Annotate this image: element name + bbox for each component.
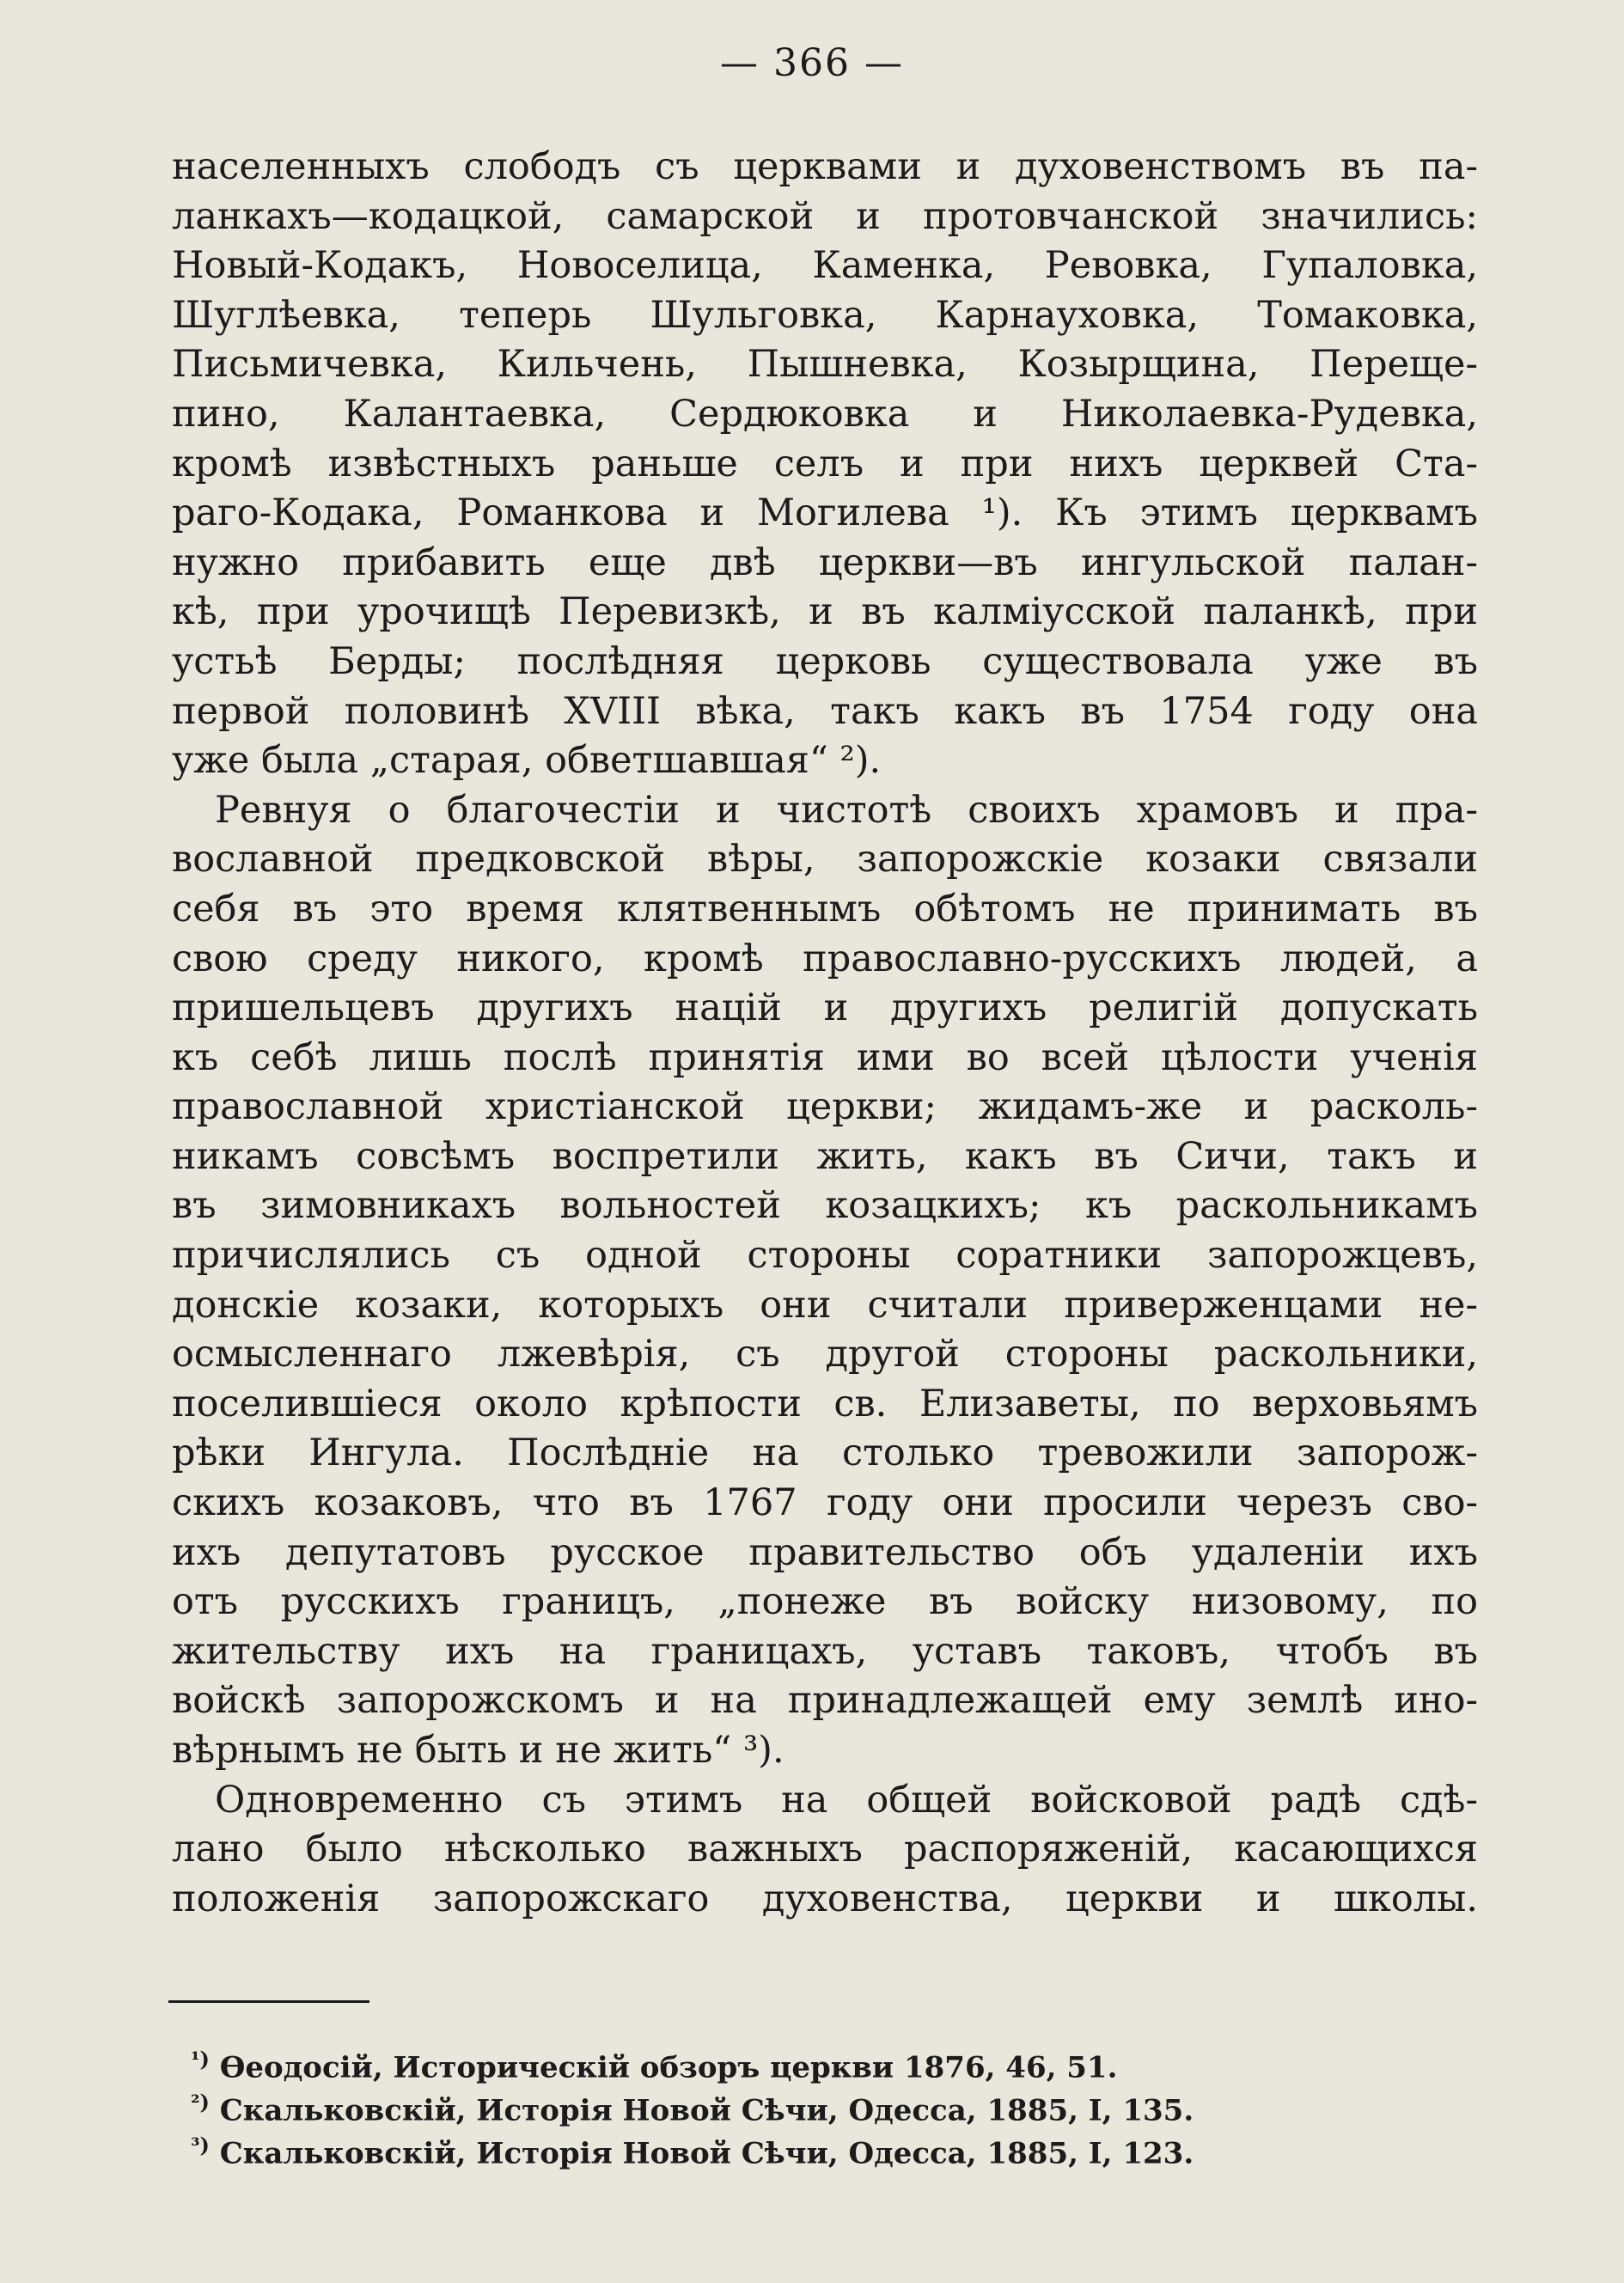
- footnote-3: [191, 2124, 1394, 2171]
- text-line: кромѣ извѣстныхъ раньше селъ и при нихъ церквей Ста-: [172, 442, 1478, 485]
- footnote-2: [191, 2081, 1394, 2128]
- page-number: — 366 —: [720, 41, 904, 85]
- text-line: пришельцевъ другихъ націй и другихъ религій допускать: [172, 986, 1478, 1030]
- text-line: Письмичевка, Кильчень, Пышневка, Козырщина, Перещe-: [172, 343, 1478, 387]
- footnote-text: Скальковскій, Исторія Новой Сѣчи, Одесса, 1885, I, 123.: [219, 2136, 1194, 2171]
- text-line: положенія запорожскаго духовенства, церкви и школы.: [172, 1877, 1478, 1920]
- text-line: никамъ совсѣмъ воспретили жить, какъ въ Сичи, такъ и: [172, 1134, 1478, 1178]
- text-line: себя въ это время клятвеннымъ обѣтомъ не принимать въ: [172, 887, 1478, 931]
- footnote-mark: ²): [191, 2090, 210, 2115]
- text-line: осмысленнаго лжевѣрія, съ другой стороны раскольники,: [172, 1333, 1478, 1377]
- body-text: [172, 143, 1478, 1924]
- text-line: жительству ихъ на границахъ, уставъ таковъ, чтобъ въ: [172, 1629, 1478, 1673]
- text-line: лано было нѣсколько важныхъ распоряженій, касающихся: [172, 1828, 1478, 1871]
- text-line: свою среду никого, кромѣ православно-русскихъ людей, а: [172, 937, 1478, 980]
- text-line: раго-Кодака, Романкова и Могилева ¹). Къ этимъ церквамъ: [172, 491, 1478, 535]
- text-line: первой половинѣ XVIII вѣка, такъ какъ въ 1754 году она: [172, 689, 1478, 733]
- footnote-divider: [168, 2000, 369, 2003]
- text-line: вославной предковской вѣры, запорожскіе козаки связали: [172, 838, 1478, 882]
- text-line: Одновременно съ этимъ на общей войсковой радѣ сдѣ-: [215, 1778, 1478, 1822]
- footnote-text: Скальковскій, Исторія Новой Сѣчи, Одесса, 1885, I, 135.: [219, 2093, 1194, 2128]
- text-line: нужно прибавить еще двѣ церкви—въ ингульской палан-: [172, 540, 1478, 584]
- text-line: донскіе козаки, которыхъ они считали приверженцами не-: [172, 1283, 1478, 1327]
- text-line: пино, Калантаевка, Сердюковка и Николаевка-Рудевка,: [172, 392, 1478, 436]
- text-line: поселившіеся около крѣпости св. Елизаветы, по верховьямъ: [172, 1382, 1478, 1425]
- text-line: ланкахъ—кодацкой, самарской и протовчанской значились:: [172, 194, 1478, 238]
- text-line: причислялись съ одной стороны соратники запорожцевъ,: [172, 1234, 1478, 1278]
- text-line: населенныхъ слободъ съ церквами и духовенствомъ въ па-: [172, 145, 1478, 188]
- text-line: вѣрнымъ не быть и не жить“ ³).: [172, 1729, 785, 1772]
- text-line: устьѣ Берды; послѣдняя церковь существовала уже въ: [172, 639, 1478, 683]
- text-line: скихъ козаковъ, что въ 1767 году они просили черезъ сво-: [172, 1481, 1478, 1525]
- footnote-text: Ѳеодосій, Историческій обзоръ церкви 1876, 46, 51.: [219, 2050, 1118, 2085]
- text-line: войскѣ запорожскомъ и на принадлежащей ему землѣ ино-: [172, 1679, 1478, 1723]
- text-line: Новый-Кодакъ, Новоселица, Каменка, Ревовка, Гупаловка,: [172, 244, 1478, 288]
- text-line: рѣки Ингула. Послѣдніе на столько тревожили запорож-: [172, 1431, 1478, 1475]
- text-line: кѣ, при урочищѣ Перевизкѣ, и въ калміусской паланкѣ, при: [172, 590, 1478, 634]
- text-line: Шуглѣевка, теперь Шульговка, Карнауховка, Томаковка,: [172, 293, 1478, 337]
- footnotes: [191, 2038, 1394, 2171]
- text-line: уже была „старая, обветшавшая“ ²).: [172, 739, 882, 783]
- text-line: Ревнуя о благочестіи и чистотѣ своихъ храмовъ и пра-: [215, 788, 1478, 832]
- footnote-mark: ³): [191, 2133, 210, 2158]
- text-line: ихъ депутатовъ русское правительство объ удаленіи ихъ: [172, 1530, 1478, 1574]
- text-line: въ зимовникахъ вольностей козацкихъ; къ раскольникамъ: [172, 1184, 1478, 1228]
- footnote-mark: ¹): [191, 2047, 210, 2072]
- text-line: отъ русскихъ границъ, „понеже въ войску низовому, по: [172, 1580, 1478, 1624]
- text-line: къ себѣ лишь послѣ принятія ими во всей цѣлости ученія: [172, 1035, 1478, 1079]
- footnote-1: [191, 2038, 1394, 2085]
- text-line: православной христіанской церкви; жидамъ-же и расколь-: [172, 1085, 1478, 1129]
